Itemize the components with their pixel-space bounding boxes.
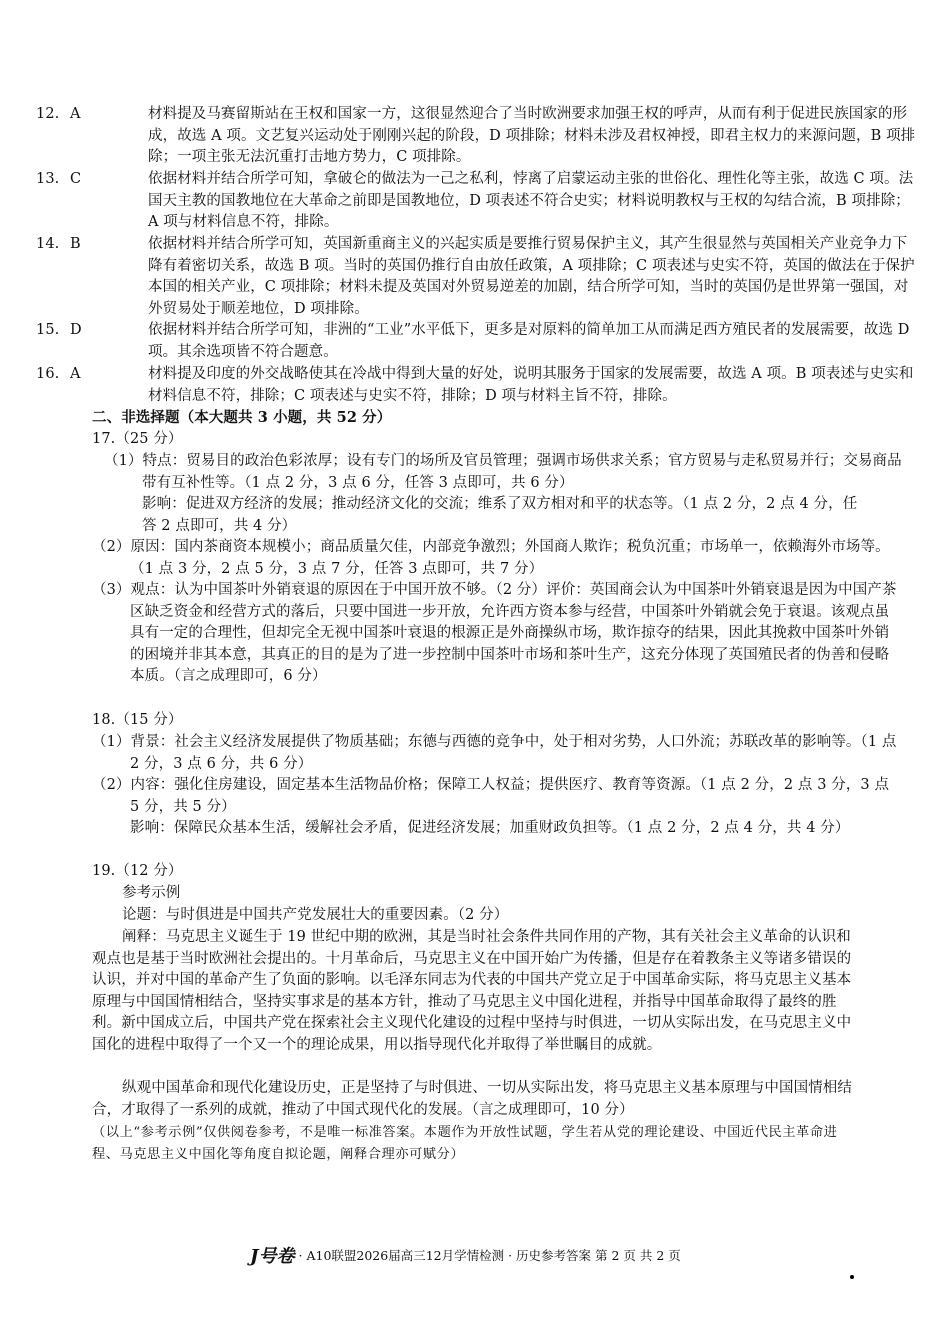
question-17-header: 17.（25 分） [92, 431, 183, 447]
answer-14 [36, 234, 920, 320]
part-text: 内容：强化住房建设，固定基本生活物品价格；保障工人权益；提供医疗、教育等资源。（1 点 2 分，2 点 3 分，3 点 5 分，共 5 分） [130, 777, 890, 815]
conclusion: 纵观中国革命和现代化建设历史，正是坚持了与时俱进、一切从实际出发，将马克思主义基本原理与中国国情相结合，才取得了一系列的成就，推动了中国式现代化的发展。（言之成理即可，10 分） [92, 1080, 852, 1118]
part-label: （2） [92, 777, 131, 793]
answer-number: 16. [36, 366, 60, 382]
part-label: （3） [92, 582, 131, 598]
answer-key: A [70, 366, 81, 382]
page-footer [250, 1244, 681, 1268]
q18-part2-effect: 影响：保障民众基本生活，缓解社会矛盾，促进经济发展；加重财政负担等。（1 点 2 分，2 点 4 分，共 4 分） [130, 820, 850, 836]
q17-part1 [104, 451, 902, 494]
answer-explanation: 依据材料并结合所学可知，英国新重商主义的兴起实质是要推行贸易保护主义，其产生很显然与英国相关产业竞争力下降有着密切关系，故选 B 项。当时的英国仍推行自由放任政策，A 项排除；C 项表述与史实不符，英国的做法在于保护本国的相关产业，C 项排除；材料未提及英国对外贸易逆差的加剧，结合所学可知，当时的英国仍是世界第一强国，对外贸易处于顺差地位，D 项排除。 [148, 236, 915, 317]
section-title: 二、非选择题（本大题共 3 小题，共 52 分） [92, 409, 392, 426]
part-text: 特点：贸易目的政治色彩浓厚；设有专门的场所及官员管理；强调市场供求关系；官方贸易与走私贸易并行；交易商品带有互补性等。（1 点 2 分，3 点 6 分，任答 3 点即可，共 6 分） [142, 453, 902, 491]
answer-key: D [70, 322, 82, 338]
part-label: （2） [92, 539, 131, 555]
answer-number: 14. [36, 236, 60, 252]
answer-explanation: 依据材料并结合所学可知，拿破仑的做法为一己之私利，悖离了启蒙运动主张的世俗化、理性化等主张，故选 C 项。法国天主教的国教地位在大革命之前即是国教地位，D 项表述不符合史实；材料说明教权与王权的勾结合流，B 项排除；A 项与材料信息不符，排除。 [148, 171, 914, 231]
question-18-header: 18.（15 分） [92, 712, 183, 728]
part-label: （1） [92, 734, 131, 750]
q18-part1 [92, 732, 902, 775]
answer-number: 13. [36, 171, 60, 187]
answer-explanation: 材料提及印度的外交战略使其在冷战中得到大量的好处，说明其服务于国家的发展需要，故选 A 项。B 项表述与史实和材料信息不符，排除；C 项表述与史实不符，排除；D 项与材料主旨不符，排除。 [148, 366, 914, 404]
part-text: 背景：社会主义经济发展提供了物质基础；东德与西德的竞争中，处于相对劣势，人口外流；苏联改革的影响等。（1 点 2 分，3 点 6 分，共 6 分） [130, 734, 897, 772]
part-text: 观点：认为中国茶叶外销衰退的原因在于中国开放不够。（2 分）评价：英国商会认为中国茶叶外销衰退是因为中国产茶区缺乏资金和经营方式的落后，只要中国进一步开放，允许西方资本参与经营，中国茶叶外销就会免于衰退。该观点虽具有一定的合理性，但却完全无视中国茶叶衰退的根源正是外商操纵市场，欺诈掠夺的结果，因此其挽救中国茶叶外销的困境并非其本意，其真正的目的是为了进一步控制中国茶叶市场和茶叶生产，这充分体现了英国殖民者的伪善和侵略本质。（言之成理即可，6 分） [130, 582, 897, 685]
part-text: 原因：国内茶商资本规模小；商品质量欠佳，内部竞争激烈；外国商人欺诈；税负沉重；市场单一，依赖海外市场等。（1 点 3 分，2 点 5 分，3 点 7 分，任答 3 点即可，共 7 分） [130, 539, 890, 577]
brand-logo: J号卷 [250, 1246, 295, 1267]
thesis: 论题：与时俱进是中国共产党发展壮大的重要因素。（2 分） [122, 907, 509, 923]
answer-number: 12. [36, 106, 60, 122]
question-19-header: 19.（12 分） [92, 863, 183, 879]
answer-key: B [70, 236, 81, 252]
answer-explanation: 依据材料并结合所学可知，非洲的“工业”水平低下，更多是对原料的简单加工从而满足西方殖民者的发展需要，故选 D 项。其余选项皆不符合题意。 [148, 322, 910, 360]
answer-explanation: 材料提及马赛留斯站在王权和国家一方，这很显然迎合了当时欧洲要求加强王权的呼声，从而有利于促进民族国家的形成，故选 A 项。文艺复兴运动处于刚刚兴起的阶段，D 项排除；材料未涉及君权神授，即君主权力的来源问题，B 项排除；一项主张无法沉重打击地方势力，C 项排除。 [148, 106, 916, 166]
answer-key: A [70, 106, 81, 122]
example-label: 参考示例 [122, 885, 181, 901]
answer-16 [36, 364, 920, 407]
footer-text: · A10联盟2026届高三12月学情检测 · 历史参考答案 第 2 页 共 2 页 [298, 1248, 681, 1263]
q17-part2 [92, 537, 902, 580]
q18-part2 [92, 775, 902, 818]
answer-12 [36, 104, 920, 169]
grading-note: （以上“参考示例”仅供阅卷参考，不是唯一标准答案。本题作为开放性试题，学生若从党的理论建设、中国近代民主革命进程、马克思主义中国化等角度自拟论题，阐释合理亦可赋分） [92, 1125, 838, 1162]
corner-mark [850, 1275, 854, 1279]
answer-13 [36, 169, 920, 234]
q17-part3 [92, 580, 902, 688]
answer-key: C [70, 171, 82, 187]
answer-15 [36, 320, 920, 363]
part-label: （1） [104, 453, 143, 469]
explanation: 阐释：马克思主义诞生于 19 世纪中期的欧洲，其是当时社会条件共同作用的产物，其有关社会主义革命的认识和观点也是基于当时欧洲社会提出的。十月革命后，马克思主义在中国开始广为传播，但是存在着教条主义等诸多错误的认识，并对中国的革命产生了负面的影响。以毛泽东同志为代表的中国共产党立足于中国革命实际，将马克思主义基本原理与中国国情相结合，坚持实事求是的基本方针，推动了马克思主义中国化进程，并指导中国革命取得了最终的胜利。新中国成立后，中国共产党在探索社会主义现代化建设的过程中坚持与时俱进，一切从实际出发，在马克思主义中国化的进程中取得了一个又一个的理论成果，用以指导现代化并取得了举世瞩目的成就。 [92, 929, 852, 1053]
answer-number: 15. [36, 322, 60, 338]
q17-part1-effect: 影响：促进双方经济的发展；推动经济文化的交流；维系了双方相对和平的状态等。（1 点 2 分，2 点 4 分，任答 2 点即可，共 4 分） [142, 496, 858, 534]
